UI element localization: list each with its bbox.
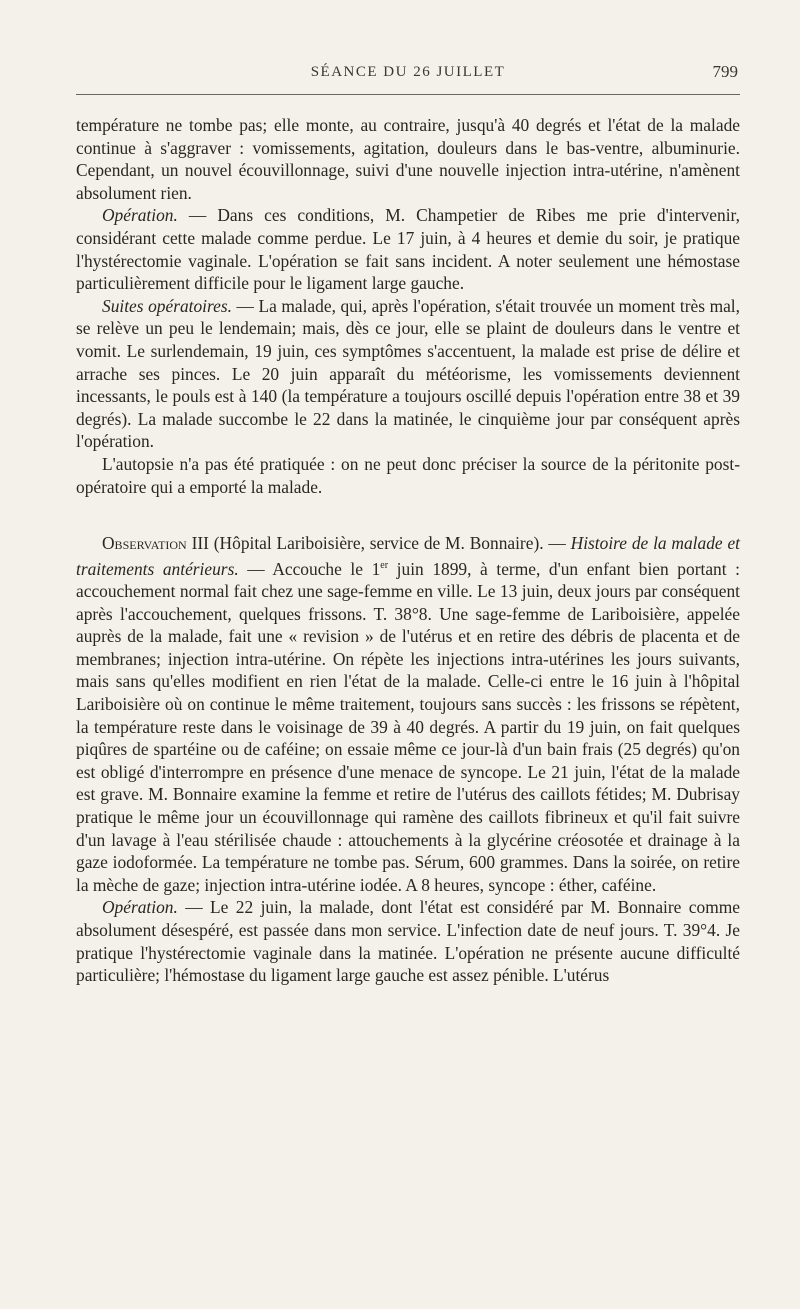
paragraph-operation [76, 204, 740, 294]
section-gap [76, 498, 740, 532]
observation-label: Observation [102, 533, 187, 554]
page-number: 799 [712, 62, 738, 81]
suites-label: Suites opératoires. [102, 295, 232, 316]
paragraph-autopsie [76, 453, 740, 498]
page-header [76, 60, 740, 95]
paragraph-1-text: température ne tombe pas; elle monte, au contraire, jusqu'à 40 degrés et l'état de la malade continue à s'aggraver : vomissements, agitation, douleurs dans le bas-ventre, albuminurie. Cependant, un nouvel écouvillonnage, suivi d'une nouvelle injection intra-utérine, n'amènent absolument rien. [76, 115, 740, 203]
observation-text-b1: — Accouche le 1 [238, 558, 381, 579]
ordinal-superscript: er [380, 559, 389, 571]
paragraph-suites [76, 295, 740, 453]
paragraph-observation [76, 532, 740, 896]
observation-text-a: III (Hôpital Lariboisière, service de M. Bonnaire). — [186, 533, 571, 554]
paragraph-1 [76, 114, 740, 204]
history-label: Histoire de la malade et traitements antérieurs. [76, 533, 741, 579]
operation-label-2: Opération. [102, 897, 178, 918]
body-text [76, 114, 740, 987]
operation-label: Opération. [102, 205, 178, 226]
paragraph-autopsie-text: L'autopsie n'a pas été pratiquée : on ne peut donc préciser la source de la péritonite post-opératoire qui a emporté la malade. [76, 453, 740, 497]
running-title: SÉANCE DU 26 JUILLET [310, 64, 506, 80]
observation-text-b2: juin 1899, à terme, d'un enfant bien portant : accouchement normal fait chez une sage-femme en ville. Le 13 juin, deux jours par conséquent après l'accouchement, quelques frissons. T. 38°8. Une sage-femme de Lariboisière, appelée auprès de la malade, fait une « revision » de l'utérus et en retire des débris de placenta et de membranes; injection intra-utérine. On répète les injections intra-utérines les jours suivants, mais sans qu'elles modifient en rien l'état de la malade. Celle-ci entre le 16 juin à l'hôpital Lariboisière où on continue le même traitement, toujours sans succès : les frissons se répètent, la température reste dans le voisinage de 39 à 40 degrés. A partir du 19 juin, on fait quelques piqûres de spartéine ou de caféine; on essaie même ce jour-là d'un bain frais (25 degrés) qu'on est obligé d'interrompre en présence d'une menace de syncope. Le 21 juin, l'état de la malade est grave. M. Bonnaire examine la femme et retire de l'utérus des caillots fétides; M. Dubrisay pratique le même jour un écouvillonnage qui ramène des caillots fibrineux et qu'il fait suivre d'un lavage à l'eau stérilisée chaude : attouchements à la glycérine créosotée et drainage à la gaze iodoformée. La température ne tombe pas. Sérum, 600 grammes. Dans la soirée, on retire la mèche de gaze; injection intra-utérine iodée. A 8 heures, syncope : éther, caféine. [76, 558, 740, 895]
paragraph-operation-2-text: — Le 22 juin, la malade, dont l'état est considéré par M. Bonnaire comme absolument désespéré, est passée dans mon service. L'infection date de neuf jours. T. 39°4. Je pratique l'hystérectomie vaginale dans la matinée. L'opération ne présente aucune difficulté particulière; l'hémostase du ligament large gauche est assez pénible. L'utérus [76, 897, 740, 986]
paragraph-operation-2 [76, 896, 740, 986]
paragraph-suites-text: — La malade, qui, après l'opération, s'était trouvée un moment très mal, se relève un peu le lendemain; mais, dès ce jour, elle se plaint de douleurs dans le ventre et vomit. Le surlendemain, 19 juin, ces symptômes s'accentuent, la malade est prise de délire et arrache ses pinces. Le 20 juin apparaît du météorisme, les vomissements deviennent incessants, le pouls est à 140 (la température a toujours oscillé depuis l'opération entre 38 et 39 degrés). La malade succombe le 22 dans la matinée, le cinquième jour par conséquent après l'opération. [76, 295, 740, 452]
paragraph-operation-text: — Dans ces conditions, M. Champetier de Ribes me prie d'intervenir, considérant cette malade comme perdue. Le 17 juin, à 4 heures et demie du soir, je pratique l'hystérectomie vaginale. L'opération se fait sans incident. A noter seulement une hémostase particulièrement difficile pour le ligament large gauche. [76, 205, 740, 294]
